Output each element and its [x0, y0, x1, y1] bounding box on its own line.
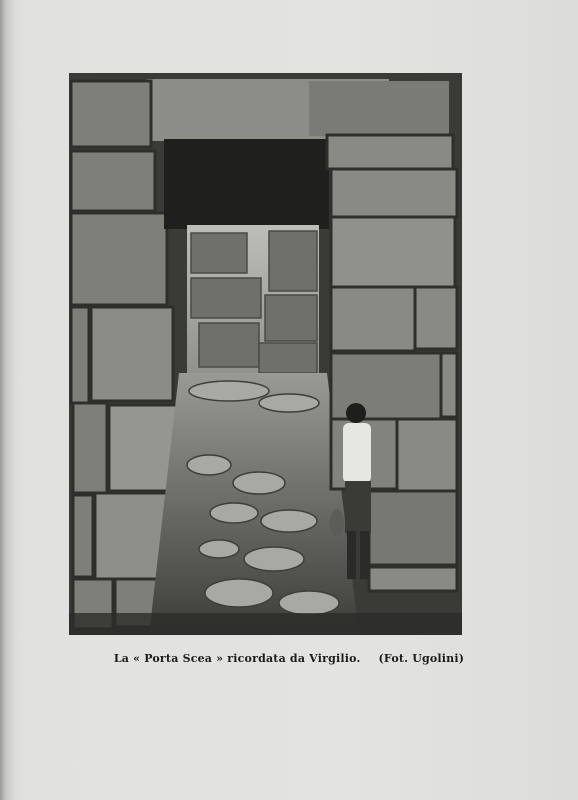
- page-binding-edge: [0, 0, 14, 800]
- gateway-photograph-image: [69, 73, 462, 635]
- photo-caption: [0, 652, 578, 665]
- caption-text: La « Porta Scea » ricordata da Virgilio.: [113, 652, 361, 665]
- gateway-photograph: [69, 73, 462, 635]
- photo-credit: (Fot. Ugolini): [378, 652, 465, 665]
